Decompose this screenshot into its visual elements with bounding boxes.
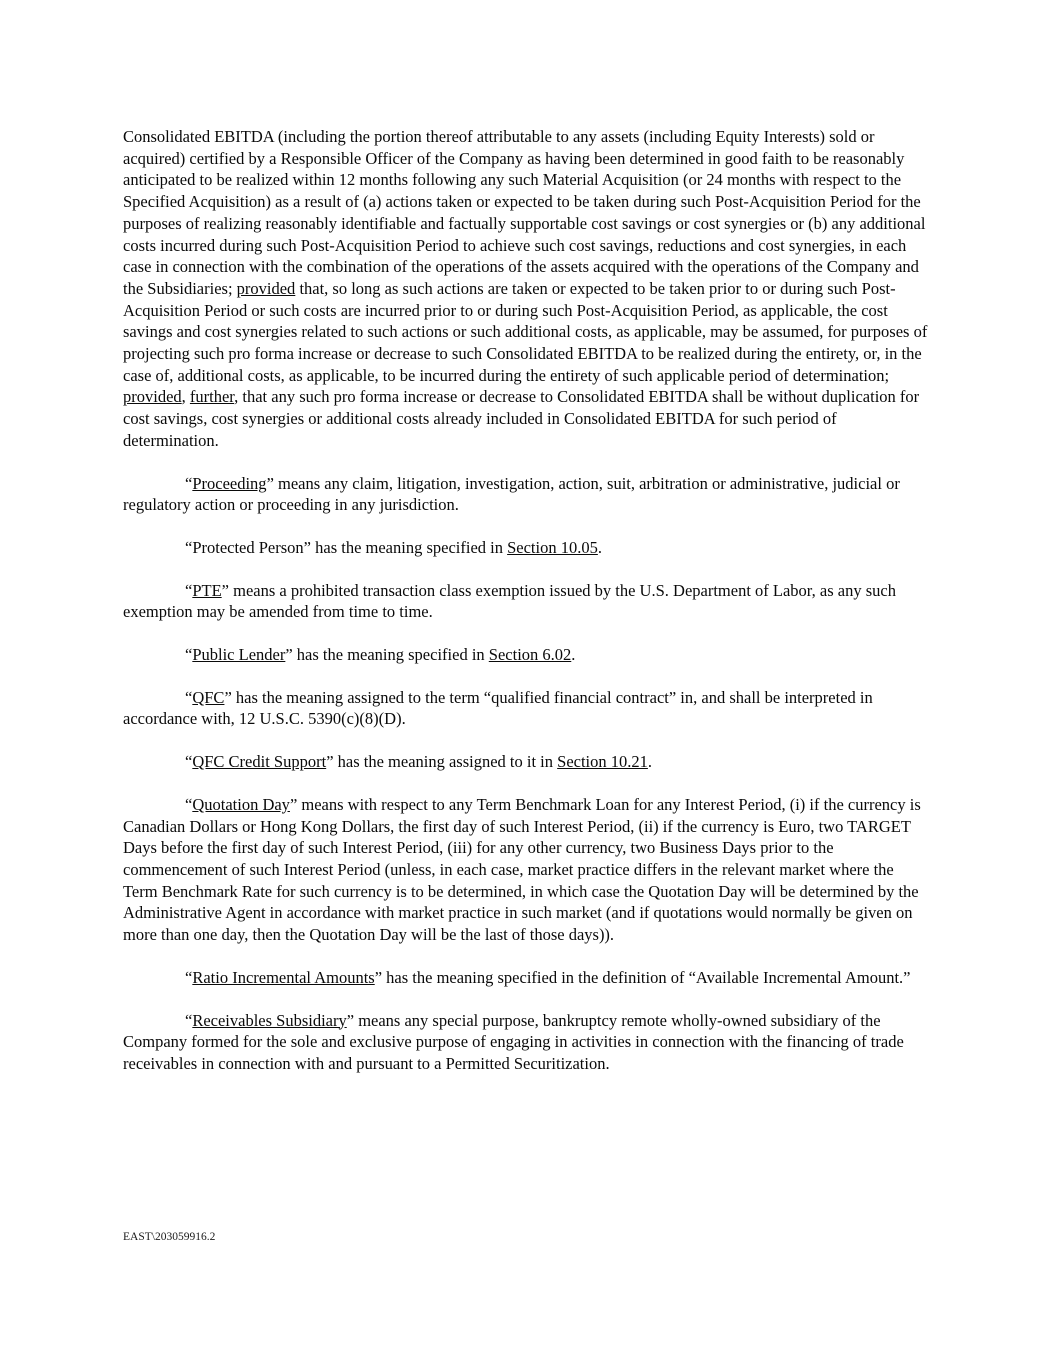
text-run: . [647, 752, 653, 772]
text-run: ” has the meaning specified in the definition of “Available Incremental Amount.” [374, 967, 911, 987]
text-run: ” has the meaning assigned to the term “qualified financial contract” in, and shall be interpreted in accordance with, 12 U.S.C. 5390(c)(8)(D). [123, 687, 873, 729]
text-run: ” means with respect to any Term Benchmark Loan for any Interest Period, (i) if the currency is Canadian Dollars or Hong Kong Dollars, the first day of such Interest Period, (ii) if the currency is Euro, two TARGET Days before the first day of such Interest Period, (iii) for any other currency, two Business Days prior to the commencement of such Interest Period (unless, in each case, market practice differs in the relevant market where the Term Benchmark Rate for such currency is to be determined, in which case the Quotation Day will be determined by the Administrative Agent in accordance with market practice in such market (and if quotations would normally be given on more than one day, then the Quotation Day will be the last of those days)). [123, 794, 921, 945]
text-run: . [597, 537, 602, 557]
para-receivables-subsidiary [123, 1010, 930, 1075]
text-run: ” means any claim, litigation, investigation, action, suit, arbitration or administrative, judicial or regulatory action or proceeding in any jurisdiction. [123, 473, 900, 515]
document-body [123, 126, 930, 1096]
defined-term: Quotation Day [192, 794, 290, 814]
text-run: , [181, 387, 190, 407]
footer-doc-id: EAST\203059916.2 [123, 1231, 216, 1243]
text-run: “Protected Person” has the meaning specified in [185, 537, 508, 557]
text-run: . [571, 645, 576, 665]
para-qfc-credit-support [123, 751, 930, 773]
defined-term: QFC [192, 687, 225, 707]
para-ratio-incremental-amounts [123, 967, 930, 989]
text-run: ” has the meaning specified in [285, 645, 489, 665]
text-run: “ [185, 794, 193, 814]
para-public-lender [123, 644, 930, 666]
defined-term: Public Lender [192, 645, 286, 665]
defined-term: QFC Credit Support [192, 752, 327, 772]
proviso-term: further [189, 387, 235, 407]
text-run: “ [185, 473, 193, 493]
text-run: “ [185, 580, 193, 600]
para-pte [123, 580, 930, 623]
section-ref: Section 10.05 [507, 537, 598, 557]
para-proceeding [123, 473, 930, 516]
text-run: “ [185, 967, 193, 987]
text-run: that, so long as such actions are taken or expected to be taken prior to or during such Post-Acquisition Period or such costs are incurred prior to or during such Post-Acquisition Period, as applicable, the cost savings and cost synergies related to such actions or such additional costs, as applicable, may be assumed, for purposes of projecting such pro forma increase or decrease to such Consolidated EBITDA to be realized during the entirety, or, in the case of, additional costs, as applicable, to be incurred during the entirety of such applicable period of determination; [123, 278, 928, 385]
text-run: ” has the meaning assigned to it in [326, 752, 558, 772]
text-run: ” means any special purpose, bankruptcy remote wholly-owned subsidiary of the Company formed for the sole and exclusive purpose of engaging in activities in connection with the financing of trade receivables in connection with and pursuant to a Permitted Securitization. [123, 1010, 904, 1073]
text-run: ” means a prohibited transaction class exemption issued by the U.S. Department of Labor, as any such exemption may be amended from time to time. [123, 580, 896, 622]
para-protected-person [123, 537, 930, 559]
text-run: “ [185, 645, 193, 665]
proviso-term: provided [236, 278, 296, 298]
defined-term: Ratio Incremental Amounts [192, 967, 375, 987]
defined-term: Proceeding [192, 473, 267, 493]
defined-term: Receivables Subsidiary [192, 1010, 347, 1030]
para-qfc [123, 687, 930, 730]
text-run: , that any such pro forma increase or decrease to Consolidated EBITDA shall be without duplication for cost savings, cost synergies or additional costs already included in Consolidated EBITDA for such period of determination. [123, 387, 920, 450]
section-ref: Section 10.21 [557, 752, 648, 772]
section-ref: Section 6.02 [488, 645, 572, 665]
text-run: “ [185, 1010, 193, 1030]
para-consolidated-ebitda [123, 126, 930, 452]
text-run: Consolidated EBITDA (including the portion thereof attributable to any assets (including Equity Interests) sold or acquired) certified by a Responsible Officer of the Company as having been determined in good faith to be reasonably anticipated to be realized within 12 months following any such Material Acquisition (or 24 months with respect to the Specified Acquisition) as a result of (a) actions taken or expected to be taken during such Post-Acquisition Period for the purposes of realizing reasonably identifiable and factually supportable cost savings or cost synergies or (b) any additional costs incurred during such Post-Acquisition Period to achieve such cost savings, reductions and cost synergies, in each case in connection with the combination of the operations of the assets acquired with the operations of the Company and the Subsidiaries; [123, 127, 926, 298]
proviso-term: provided [123, 387, 182, 407]
text-run: “ [185, 752, 193, 772]
defined-term: PTE [192, 580, 222, 600]
text-run: “ [185, 687, 193, 707]
para-quotation-day [123, 794, 930, 946]
